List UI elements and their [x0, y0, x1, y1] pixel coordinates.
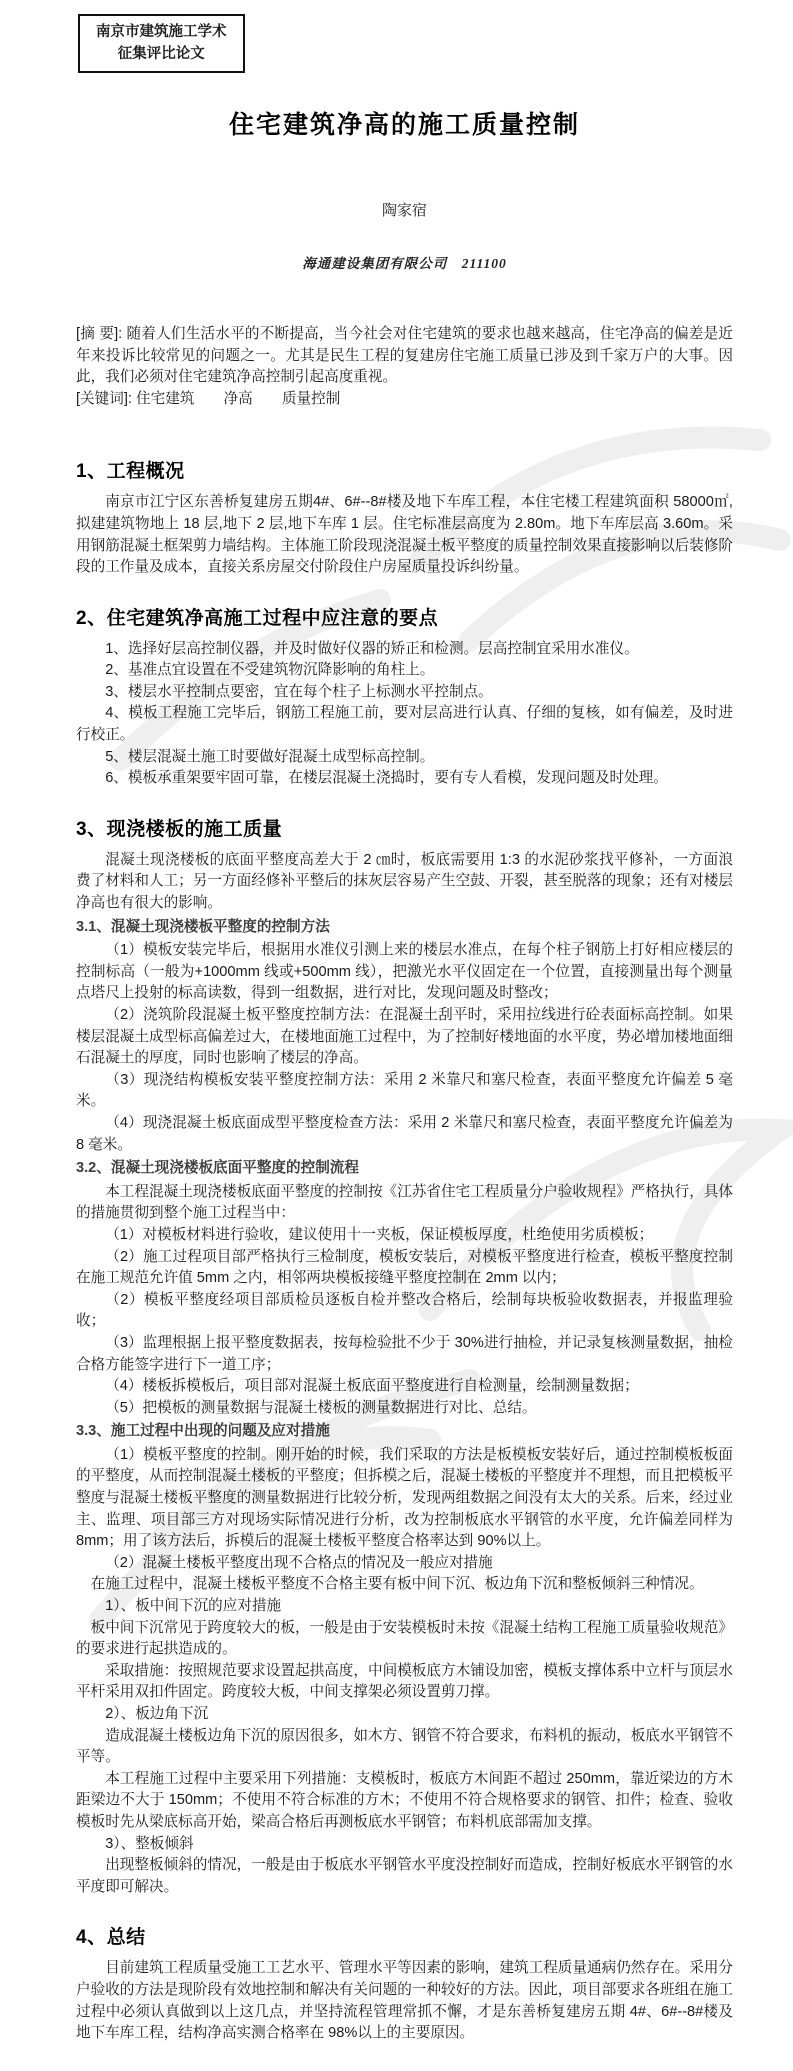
- section-heading: 2、住宅建筑净高施工过程中应注意的要点: [76, 607, 439, 629]
- abstract-label: [摘 要]:: [76, 325, 123, 342]
- paragraph: （2）混凝土楼板平整度出现不合格点的情况及一般应对措施: [105, 1554, 493, 1571]
- paper-section: [76, 1922, 733, 2044]
- paragraph: （2）模板平整度经项目部质检员逐板自检并整改合格后，绘制每块板验收数据表，并报监理验收；: [76, 1291, 733, 1330]
- conference-badge: [78, 14, 245, 73]
- abstract-text: 随着人们生活水平的不断提高，当今社会对住宅建筑的要求也越来越高，住宅净高的偏差是近年来投诉比较常见的问题之一。尤其是民生工程的复建房住宅施工质量已涉及到千家万户的大事。因此，我们必须对住宅建筑净高控制引起高度重视。: [76, 325, 734, 386]
- paper-section: [76, 456, 733, 578]
- paragraph: （3）监理根据上报平整度数据表，按每检验批不少于 30%进行抽检，并记录复核测量数据，抽检合格方能签字进行下一道工序；: [76, 1334, 733, 1373]
- section-heading: 3、现浇楼板的施工质量: [76, 818, 283, 840]
- badge-line2: 征集评比论文: [117, 46, 205, 63]
- paragraph: 3）、整板倾斜: [105, 1835, 194, 1852]
- paragraph: 5、楼层混凝土施工时要做好混凝土成型标高控制。: [105, 748, 435, 765]
- paper-section: [76, 603, 733, 790]
- author-name: 陶家宿: [381, 201, 427, 219]
- paragraph: 4、模板工程施工完毕后，钢筋工程施工前，要对层高进行认真、仔细的复核，如有偏差，及时进行校正。: [76, 705, 733, 744]
- badge-line1: 南京市建筑施工学术: [96, 24, 227, 40]
- subsection-heading: 3.3、施工过程中出现的问题及应对措施: [76, 1423, 330, 1440]
- affiliation: 海通建设集团有限公司 211100: [302, 255, 507, 271]
- paragraph: 本工程施工过程中主要采用下列措施：支模板时，板底方木间距不超过 250mm，靠近梁边的方木距梁边不大于 150mm；不使用不符合标准的方木；不使用不符合规格要求的钢管、扣件；检查、验收模板时先从梁底标高开始，梁高合格后再测板底水平钢管；布料机底部需加支撑。: [76, 1770, 733, 1830]
- paragraph: 造成混凝土楼板边角下沉的原因很多，如木方、钢管不符合要求，布料机的振动，板底水平钢管不平等。: [76, 1727, 733, 1766]
- paragraph: 出现整板倾斜的情况，一般是由于板底水平钢管水平度没控制好而造成，控制好板底水平钢管的水平度即可解决。: [76, 1857, 733, 1895]
- sections: [76, 456, 733, 2044]
- paragraph: （1）模板平整度的控制。刚开始的时候，我们采取的方法是板模板安装好后，通过控制模板板面的平整度，从而控制混凝土楼板的平整度；但拆模之后，混凝土楼板的平整度并不理想，而且把模板平整度与混凝土楼板平整度的测量数据进行比较分析，发现两组数据之间没有太大的关系。后来，经过业主、监理、项目部三方对现场实际情况进行分析，改为控制板底水平钢管的水平度，允许偏差同样为 8mm；用了该方法后，拆模后的混凝土楼板平整度合格率达到 90%以上。: [76, 1446, 733, 1550]
- paper-title: 住宅建筑净高的施工质量控制: [228, 110, 580, 139]
- paragraph: （3）现浇结构模板安装平整度控制方法：采用 2 米靠尺和塞尺检查，表面平整度允许偏差 5 毫米。: [76, 1071, 733, 1110]
- paragraph: 6、模板承重架要牢固可靠，在楼层混凝土浇捣时，要有专人看模，发现问题及时处理。: [105, 770, 668, 787]
- keywords: [76, 389, 733, 411]
- paragraph: 1、选择好层高控制仪器，并及时做好仪器的矫正和检测。层高控制宜采用水准仪。: [105, 640, 639, 657]
- paragraph: 1）、板中间下沉的应对措施: [105, 1598, 282, 1615]
- paragraph: 本工程混凝土现浇楼板底面平整度的控制按《江苏省住宅工程质量分户验收规程》严格执行，具体的措施贯彻到整个施工过程当中：: [76, 1183, 733, 1222]
- paragraph: （2）浇筑阶段混凝土板平整度控制方法：在混凝土刮平时，采用拉线进行砼表面标高控制。如果楼层混凝土成型标高偏差过大，在楼地面施工过程中，为了控制好楼地面的水平度，势必增加楼地面细石混凝土的厚度，同时也影响了楼层的净高。: [76, 1007, 733, 1067]
- paragraph: （4）楼板拆模板后，项目部对混凝土板底面平整度进行自检测量，绘制测量数据；: [105, 1378, 639, 1395]
- paragraph: 采取措施：按照规范要求设置起拱高度，中间模板底方木铺设加密，模板支撑体系中立杆与顶层水平杆采用双扣件固定。跨度较大板，中间支撑架必须设置剪刀撑。: [76, 1662, 733, 1701]
- paper-section: [76, 814, 733, 1899]
- paragraph: 3、楼层水平控制点要密，宜在每个柱子上标测水平控制点。: [105, 683, 493, 700]
- paragraph: 混凝土现浇楼板的底面平整度高差大于 2 ㎝时，板底需要用 1:3 的水泥砂浆找平修补，一方面浪费了材料和人工；另一方面经修补平整后的抹灰层容易产生空鼓、开裂，甚至脱落的现象；还有对楼层净高也有很大的影响。: [76, 851, 733, 912]
- paragraph: （1）对模板材料进行验收，建议使用十一夹板，保证模板厚度，杜绝使用劣质模板；: [105, 1226, 654, 1243]
- paragraph: 南京市江宁区东善桥复建房五期4#、6#--8#楼及地下车库工程，本住宅楼工程建筑面积 58000㎡,拟建建筑物地上 18 层,地下 2 层,地下车库 1 层。住宅标准层高度为 2.80m。地下车库层高 3.60m。采用钢筋混凝土框架剪力墙结构。主体施工阶段现浇混凝土板平整度的质量控制效果直接影响以后装修阶段的工作量及成本，直接关系房屋交付阶段住户房屋质量投诉纠纷量。: [76, 494, 733, 576]
- paper-content: [76, 14, 733, 2045]
- abstract: [76, 324, 733, 389]
- paragraph: （4）现浇混凝土板底面成型平整度检查方法：采用 2 米靠尺和塞尺检查，表面平整度允许偏差为 8 毫米。: [76, 1114, 733, 1153]
- paragraph: 在施工过程中，混凝土楼板平整度不合格主要有板中间下沉、板边角下沉和整板倾斜三种情况。: [90, 1576, 704, 1593]
- paragraph: 2）、板边角下沉: [105, 1706, 209, 1722]
- section-heading: 4、总结: [76, 1927, 146, 1949]
- paragraph: 板中间下沉常见于跨度较大的板，一般是由于安装模板时未按《混凝土结构工程施工质量验收规范》的要求进行起拱造成的。: [76, 1619, 733, 1658]
- paragraph: （1）模板安装完毕后，根据用水准仪引测上来的楼层水准点，在每个柱子钢筋上打好相应楼层的控制标高（一般为+1000mm 线或+500mm 线），把激光水平仪固定在一个位置，直接测量出每个测量点塔尺上投射的标高读数，得到一组数据，进行对比，发现问题及时整改；: [76, 942, 733, 1002]
- subsection-heading: 3.1、混凝土现浇楼板平整度的控制方法: [76, 918, 330, 935]
- paragraph: （2）施工过程项目部严格执行三检制度，模板安装后，对模板平整度进行检查，模板平整度控制在施工规范允许值 5mm 之内，相邻两块模板接缝平整度控制在 2mm 以内；: [76, 1248, 733, 1287]
- paragraph: 2、基准点宜设置在不受建筑物沉降影响的角柱上。: [105, 662, 435, 679]
- subsection-heading: 3.2、混凝土现浇楼板底面平整度的控制流程: [76, 1160, 359, 1177]
- section-heading: 1、工程概况: [76, 461, 185, 483]
- keywords-text: 住宅建筑 净高 质量控制: [136, 390, 341, 407]
- paragraph: 目前建筑工程质量受施工工艺水平、管理水平等因素的影响，建筑工程质量通病仍然存在。采用分户验收的方法是现阶段有效地控制和解决有关问题的一种较好的方法。因此，项目部要求各班组在施工过程中必须认真做到以上这几点，并坚持流程管理常抓不懈，才是东善桥复建房五期 4#、6#--8#楼及地下车库工程，结构净高实测合格率在 98%以上的主要原因。: [76, 1960, 733, 2042]
- paragraph: （5）把模板的测量数据与混凝土楼板的测量数据进行对比、总结。: [105, 1399, 537, 1416]
- keywords-label: [关键词]:: [76, 390, 132, 407]
